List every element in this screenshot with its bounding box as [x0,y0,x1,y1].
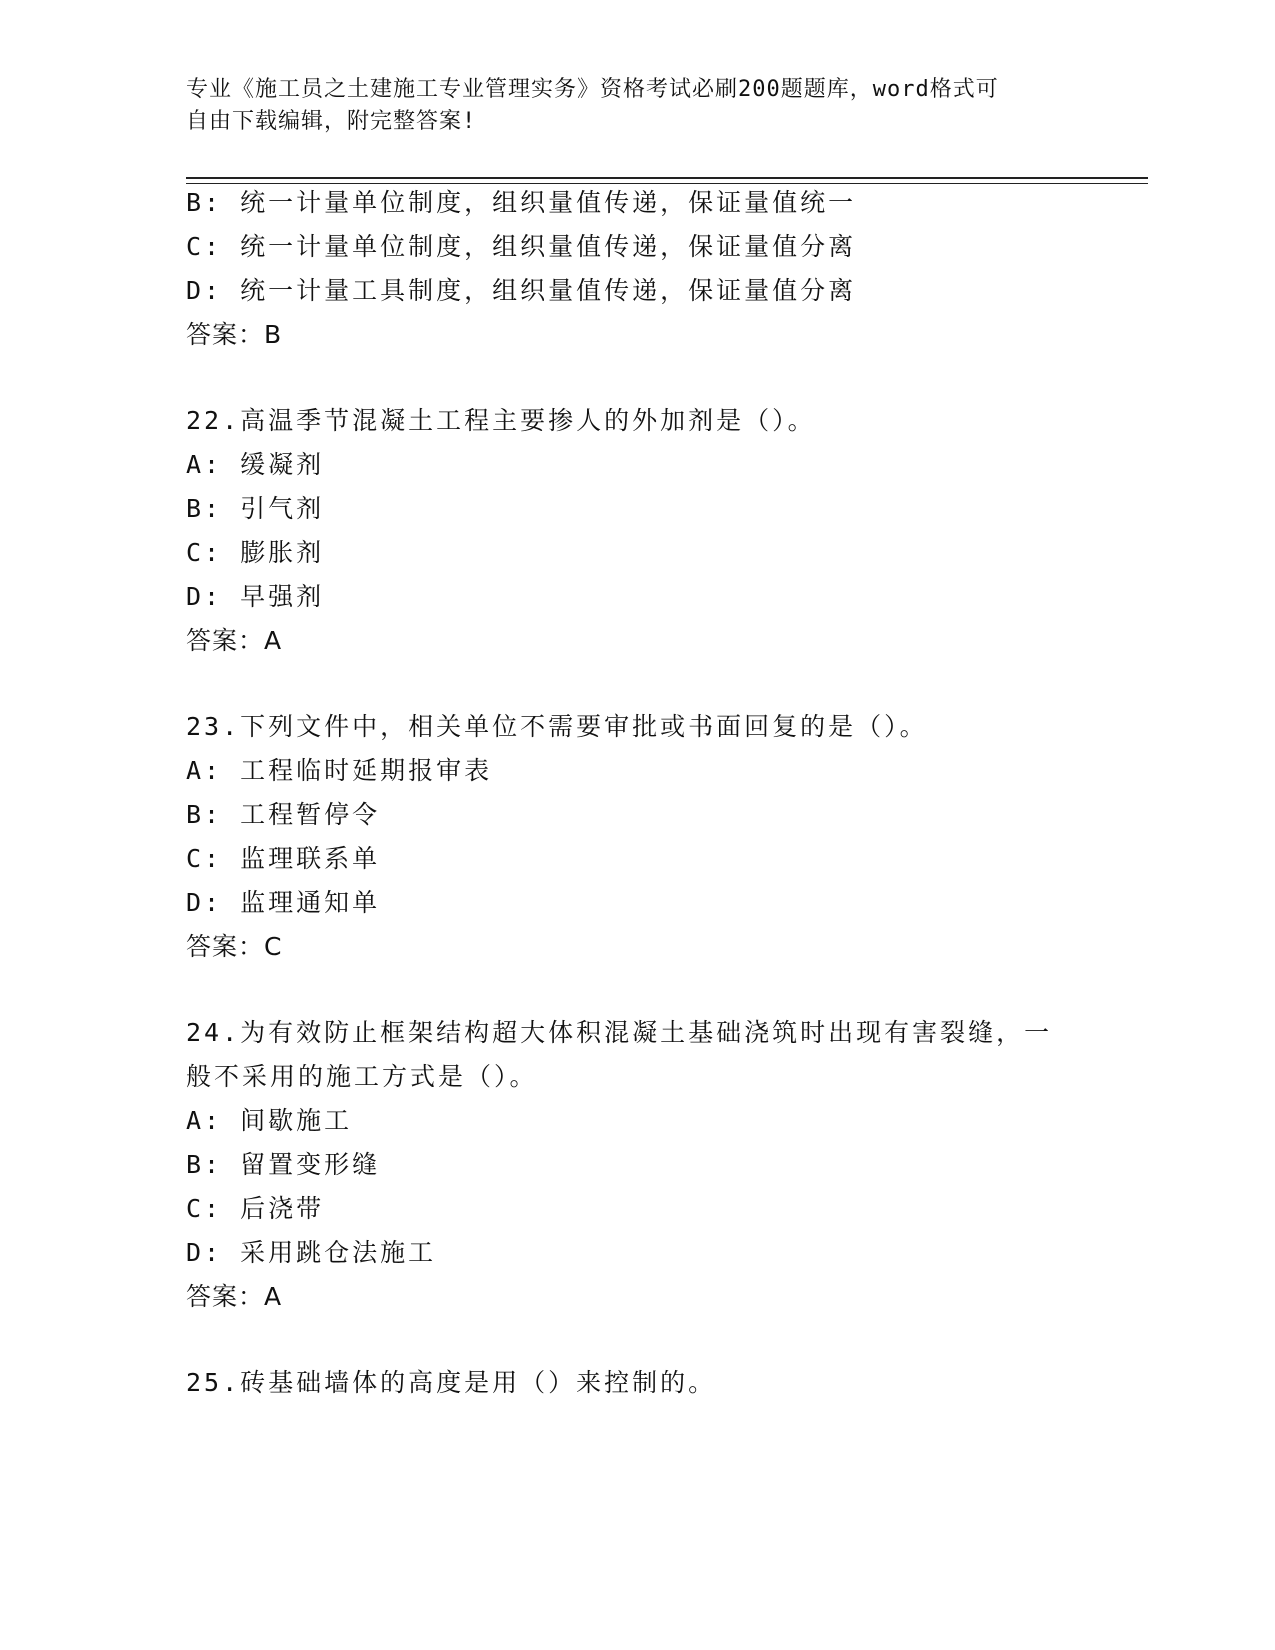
q24-question-line-2: 般不采用的施工方式是（）。 [186,1062,538,1091]
header-divider-thin [186,183,1148,184]
q21-answer: 答案：B [186,320,283,349]
q24-option-d: D: 采用跳仓法施工 [186,1238,437,1267]
q23-option-a: A: 工程临时延期报审表 [186,756,493,785]
q21-option-b: B: 统一计量单位制度，组织量值传递，保证量值统一 [186,188,857,217]
q23-question: 23.下列文件中，相关单位不需要审批或书面回复的是（）。 [186,712,928,741]
q21-option-c: C: 统一计量单位制度，组织量值传递，保证量值分离 [186,232,857,261]
q24-answer: 答案：A [186,1282,283,1311]
q22-question: 22.高温季节混凝土工程主要掺人的外加剂是（）。 [186,406,816,435]
q22-option-d: D: 早强剂 [186,582,325,611]
q24-option-c: C: 后浇带 [186,1194,325,1223]
q23-option-c: C: 监理联系单 [186,844,381,873]
q22-option-b: B: 引气剂 [186,494,325,523]
q23-option-d: D: 监理通知单 [186,888,381,917]
q24-question-line-1: 24.为有效防止框架结构超大体积混凝土基础浇筑时出现有害裂缝，一 [186,1018,1053,1047]
q24-option-b: B: 留置变形缝 [186,1150,381,1179]
q22-option-a: A: 缓凝剂 [186,450,325,479]
q21-option-d: D: 统一计量工具制度，组织量值传递，保证量值分离 [186,276,857,305]
header-line-1: 专业《施工员之土建施工专业管理实务》资格考试必刷200题题库，word格式可 [186,77,999,102]
q25-question: 25.砖基础墙体的高度是用（）来控制的。 [186,1368,717,1397]
header-line-2: 自由下载编辑，附完整答案! [186,109,477,134]
q23-answer: 答案：C [186,932,283,961]
q23-option-b: B: 工程暂停令 [186,800,381,829]
header-divider-thick [186,177,1148,179]
q22-answer: 答案：A [186,626,283,655]
q22-option-c: C: 膨胀剂 [186,538,325,567]
document-header [186,74,1086,138]
q24-option-a: A: 间歇施工 [186,1106,353,1135]
